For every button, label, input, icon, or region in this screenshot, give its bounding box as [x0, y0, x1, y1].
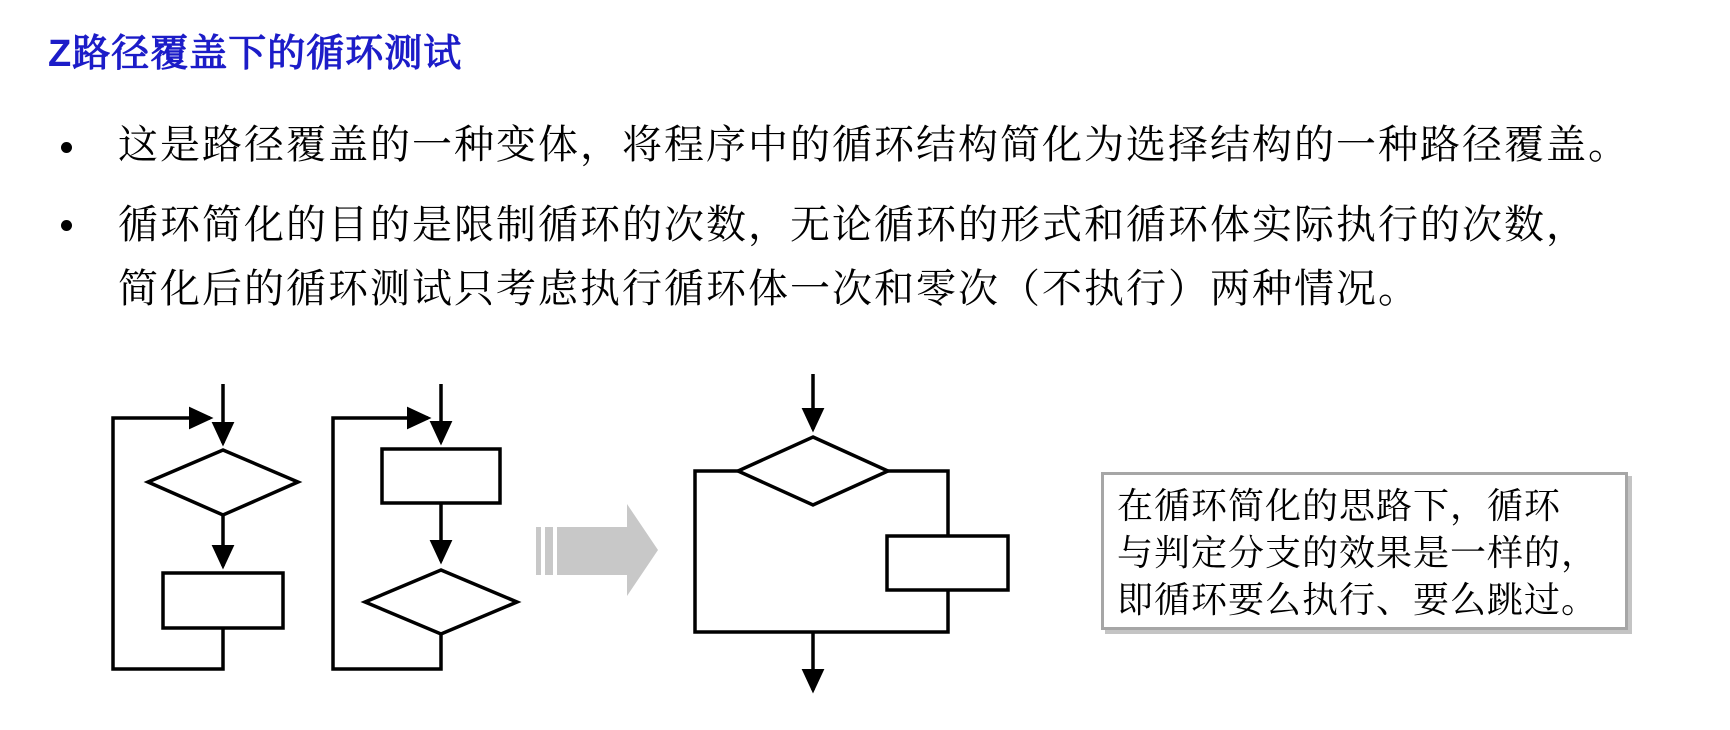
page-title: Z路径覆盖下的循环测试: [48, 33, 463, 75]
bullet-line: 这是路径覆盖的一种变体，将程序中的循环结构简化为选择结构的一种路径覆盖。: [118, 123, 1630, 167]
note-line: 与判定分支的效果是一样的，: [1117, 532, 1599, 573]
bullet-line: 循环简化的目的是限制循环的次数，无论循环的形式和循环体实际执行的次数，: [118, 203, 1588, 247]
decision-diamond: [148, 450, 298, 515]
process-rect: [887, 536, 1008, 590]
process-rect: [163, 573, 283, 628]
bullet-line: 简化后的循环测试只考虑执行循环体一次和零次（不执行）两种情况。: [118, 267, 1420, 311]
note-line: 在循环简化的思路下，循环: [1117, 485, 1562, 526]
while-loop-flowchart: [113, 384, 298, 669]
note-box: [1101, 472, 1628, 630]
do-while-loop-flowchart: [333, 384, 517, 669]
note-line: 即循环要么执行、要么跳过。: [1117, 579, 1599, 620]
decision-diamond: [738, 437, 888, 505]
decision-diamond: [365, 570, 517, 634]
process-rect: [382, 449, 500, 503]
transform-arrow-icon: [536, 504, 658, 596]
selection-flowchart: [695, 374, 1008, 690]
